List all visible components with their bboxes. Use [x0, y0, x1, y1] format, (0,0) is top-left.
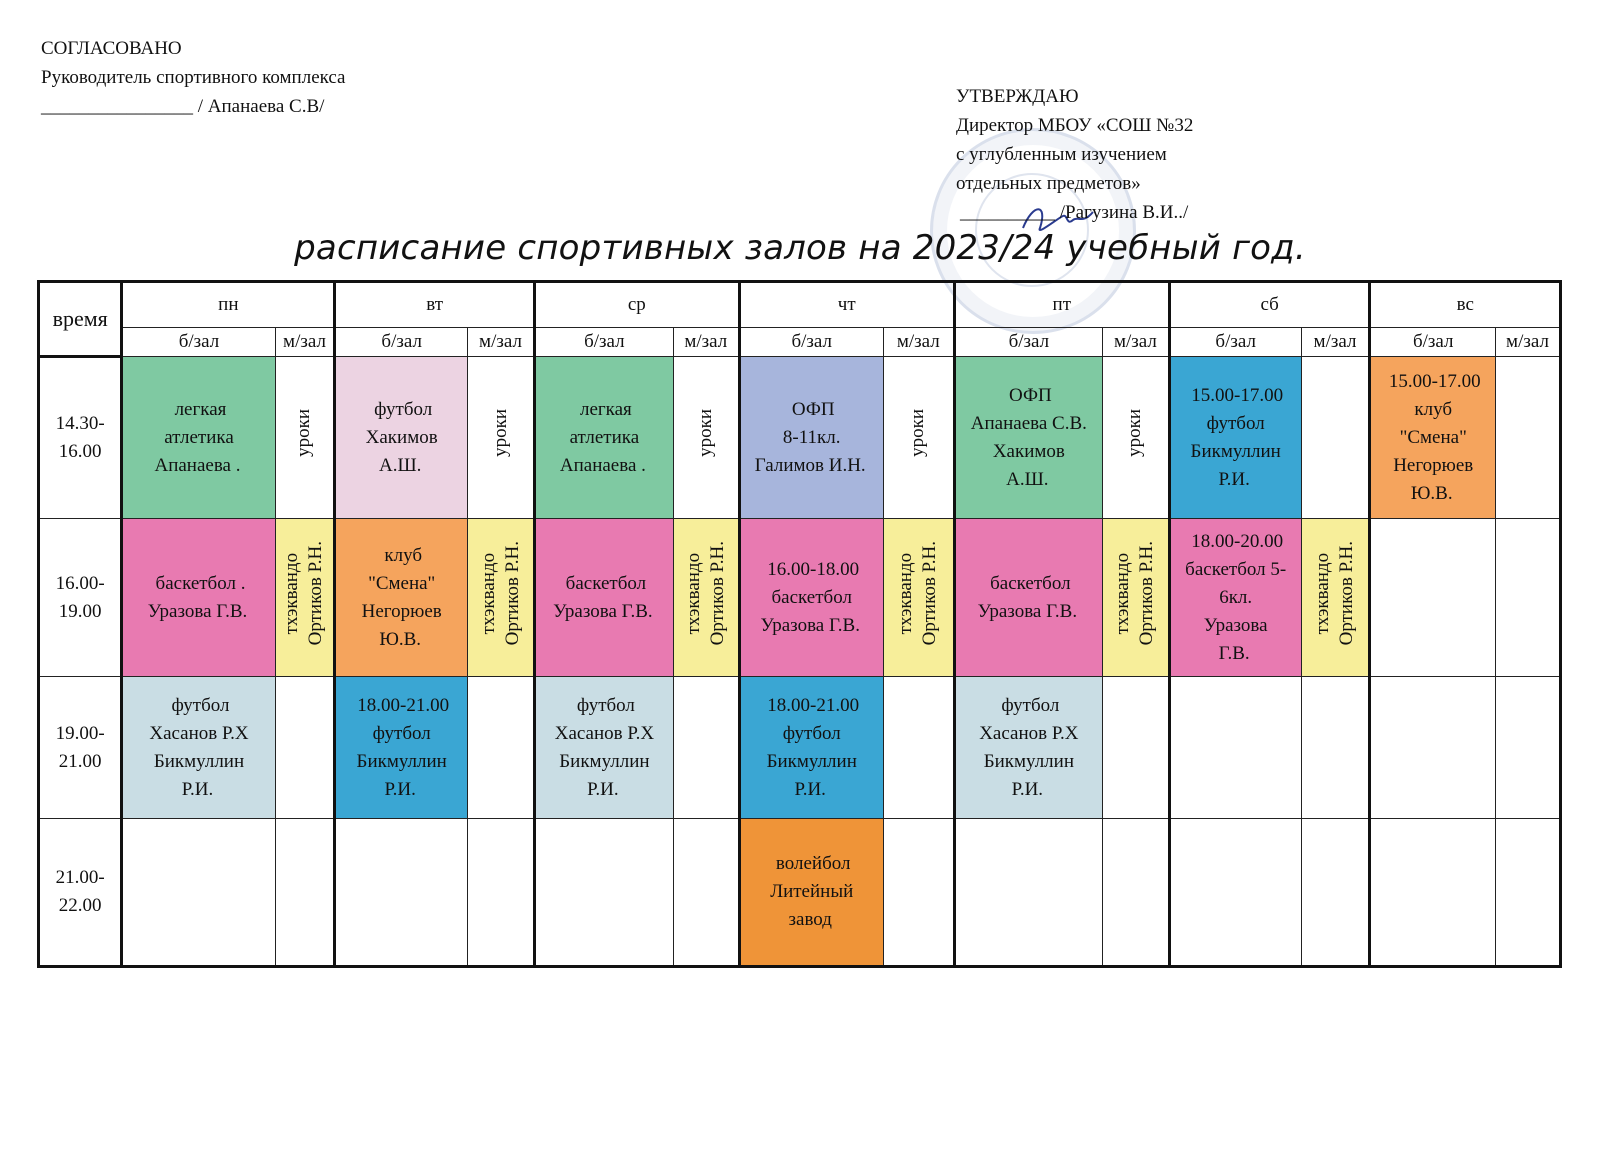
- activity-label: легкая атлетика Апанаева .: [559, 398, 646, 476]
- big-hall-cell: [335, 819, 468, 967]
- big-hall-cell: [1169, 519, 1301, 677]
- hall-big-header: б/зал: [534, 328, 673, 357]
- hall-big-header: б/зал: [122, 328, 275, 357]
- small-hall-cell: [673, 357, 739, 519]
- big-hall-cell: [739, 677, 883, 819]
- activity-label: 15.00-17.00 футбол Бикмуллин Р.И.: [1190, 384, 1284, 490]
- big-hall-cell: [534, 519, 673, 677]
- small-hall-cell: [468, 677, 535, 819]
- small-hall-cell: [275, 357, 335, 519]
- big-hall-cell: [335, 519, 468, 677]
- hall-small-header: м/зал: [275, 328, 335, 357]
- big-hall-cell: [739, 819, 883, 967]
- big-hall-cell: [534, 819, 673, 967]
- approval-right-line4: отдельных предметов»: [956, 173, 1141, 194]
- small-hall-cell: [883, 357, 954, 519]
- hall-small-header: м/зал: [1496, 328, 1561, 357]
- small-hall-cell: [468, 819, 535, 967]
- activity-label: тхэквандо Ортиков Р.Н.: [1312, 540, 1357, 646]
- activity-label: футбол Хасанов Р.Х Бикмуллин Р.И.: [979, 694, 1079, 800]
- hall-small-header: м/зал: [468, 328, 535, 357]
- big-hall-cell: [739, 519, 883, 677]
- approval-left-line1: СОГЛАСОВАНО: [41, 38, 182, 59]
- time-header: время: [39, 282, 122, 357]
- activity-label: уроки: [907, 409, 929, 457]
- activity-label: уроки: [293, 409, 315, 457]
- activity-label: уроки: [1124, 409, 1146, 457]
- big-hall-cell: [1370, 357, 1496, 519]
- hall-big-header: б/зал: [1169, 328, 1301, 357]
- schedule-row: [39, 357, 1561, 519]
- activity-label: уроки: [694, 409, 716, 457]
- activity-label: ОФП Апанаева С.В. Хакимов А.Ш.: [970, 384, 1087, 490]
- small-hall-cell: [468, 519, 535, 677]
- small-hall-cell: [1102, 677, 1169, 819]
- schedule-row: [39, 677, 1561, 819]
- small-hall-cell: [1301, 357, 1370, 519]
- small-hall-cell: [1102, 519, 1169, 677]
- activity-label: баскетбол Уразова Г.В.: [553, 572, 653, 622]
- big-hall-cell: [122, 357, 275, 519]
- big-hall-cell: [1169, 677, 1301, 819]
- big-hall-cell: [122, 819, 275, 967]
- big-hall-cell: [335, 357, 468, 519]
- time-slot: 16.00- 19.00: [39, 519, 122, 677]
- time-slot: 14.30- 16.00: [39, 357, 122, 519]
- small-hall-cell: [275, 519, 335, 677]
- big-hall-cell: [954, 519, 1102, 677]
- hall-small-header: м/зал: [673, 328, 739, 357]
- big-hall-cell: [122, 677, 275, 819]
- big-hall-cell: [1370, 519, 1496, 677]
- activity-label: 16.00-18.00 баскетбол Уразова Г.В.: [760, 558, 860, 636]
- day-header: ср: [534, 282, 739, 328]
- schedule-row: [39, 519, 1561, 677]
- hall-small-header: м/зал: [1301, 328, 1370, 357]
- small-hall-cell: [1496, 519, 1561, 677]
- activity-label: уроки: [489, 409, 511, 457]
- approval-left: [41, 34, 346, 121]
- day-header: сб: [1169, 282, 1370, 328]
- time-slot: 21.00- 22.00: [39, 819, 122, 967]
- big-hall-cell: [1370, 677, 1496, 819]
- approval-right-line3: с углубленным изучением: [956, 144, 1167, 165]
- approval-left-line2: Руководитель спортивного комплекса: [41, 67, 346, 88]
- small-hall-cell: [468, 357, 535, 519]
- activity-label: легкая атлетика Апанаева .: [154, 398, 241, 476]
- small-hall-cell: [883, 519, 954, 677]
- hall-header-row: [39, 328, 1561, 357]
- big-hall-cell: [1370, 819, 1496, 967]
- hall-big-header: б/зал: [954, 328, 1102, 357]
- activity-label: баскетбол Уразова Г.В.: [977, 572, 1078, 622]
- big-hall-cell: [1169, 357, 1301, 519]
- activity-label: тхэквандо Ортиков Р.Н.: [281, 540, 327, 646]
- small-hall-cell: [673, 519, 739, 677]
- day-header: вт: [335, 282, 535, 328]
- approval-right-line1: УТВЕРЖДАЮ: [956, 86, 1079, 107]
- activity-label: тхэквандо Ортиков Р.Н.: [895, 540, 941, 646]
- schedule-table: [37, 280, 1562, 968]
- small-hall-cell: [1496, 357, 1561, 519]
- big-hall-cell: [954, 357, 1102, 519]
- activity-label: тхэквандо Ортиков Р.Н.: [682, 540, 728, 646]
- day-header: пт: [954, 282, 1169, 328]
- approval-left-line3: ________________ / Апанаева С.В/: [41, 96, 325, 117]
- big-hall-cell: [335, 677, 468, 819]
- hall-small-header: м/зал: [1102, 328, 1169, 357]
- activity-label: клуб "Смена" Негорюев Ю.В.: [361, 544, 442, 650]
- big-hall-cell: [954, 819, 1102, 967]
- activity-label: тхэквандо Ортиков Р.Н.: [1112, 540, 1158, 646]
- approval-right-line2: Директор МБОУ «СОШ №32: [956, 115, 1194, 136]
- activity-label: футбол Хасанов Р.Х Бикмуллин Р.И.: [554, 694, 655, 800]
- big-hall-cell: [954, 677, 1102, 819]
- small-hall-cell: [1102, 819, 1169, 967]
- activity-label: футбол Хакимов А.Ш.: [365, 398, 438, 476]
- activity-label: тхэквандо Ортиков Р.Н.: [477, 540, 523, 646]
- activity-label: баскетбол . Уразова Г.В.: [147, 572, 248, 622]
- small-hall-cell: [1301, 677, 1370, 819]
- activity-label: 18.00-21.00 футбол Бикмуллин Р.И.: [766, 694, 860, 800]
- small-hall-cell: [673, 677, 739, 819]
- activity-label: 15.00-17.00 клуб "Смена" Негорюев Ю.В.: [1388, 370, 1481, 504]
- small-hall-cell: [275, 819, 335, 967]
- small-hall-cell: [883, 819, 954, 967]
- small-hall-cell: [1496, 819, 1561, 967]
- small-hall-cell: [883, 677, 954, 819]
- activity-label: 18.00-20.00 баскетбол 5- 6кл. Уразова Г.В.: [1185, 530, 1287, 664]
- small-hall-cell: [275, 677, 335, 819]
- activity-label: волейбол Литейный завод: [770, 853, 854, 930]
- hall-big-header: б/зал: [1370, 328, 1496, 357]
- page-title: расписание спортивных залов на 2023/24 учебный год.: [294, 228, 1306, 268]
- day-header: чт: [739, 282, 954, 328]
- activity-label: футбол Хасанов Р.Х Бикмуллин Р.И.: [149, 694, 249, 800]
- hall-big-header: б/зал: [335, 328, 468, 357]
- big-hall-cell: [534, 357, 673, 519]
- approval-right: [956, 82, 1193, 227]
- approval-right-line5: __________ /Рагузина В.И../: [960, 202, 1189, 223]
- activity-label: ОФП 8-11кл. Галимов И.Н.: [754, 398, 866, 476]
- big-hall-cell: [122, 519, 275, 677]
- schedule-row: [39, 819, 1561, 967]
- day-header: вс: [1370, 282, 1561, 328]
- small-hall-cell: [1496, 677, 1561, 819]
- day-header: пн: [122, 282, 335, 328]
- small-hall-cell: [1301, 519, 1370, 677]
- small-hall-cell: [1102, 357, 1169, 519]
- hall-big-header: б/зал: [739, 328, 883, 357]
- big-hall-cell: [1169, 819, 1301, 967]
- small-hall-cell: [673, 819, 739, 967]
- activity-label: 18.00-21.00 футбол Бикмуллин Р.И.: [356, 694, 450, 800]
- big-hall-cell: [534, 677, 673, 819]
- time-slot: 19.00- 21.00: [39, 677, 122, 819]
- hall-small-header: м/зал: [883, 328, 954, 357]
- small-hall-cell: [1301, 819, 1370, 967]
- big-hall-cell: [739, 357, 883, 519]
